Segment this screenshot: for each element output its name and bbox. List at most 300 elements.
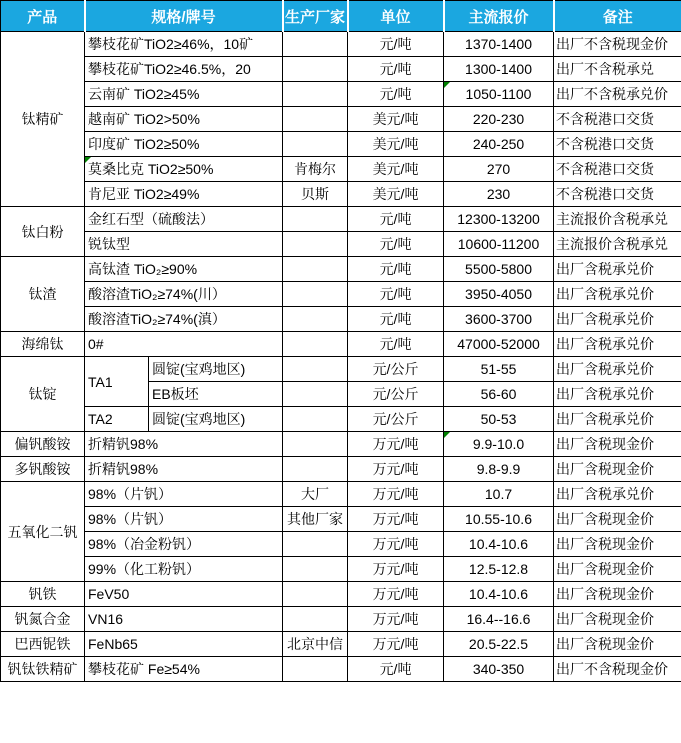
price-cell (444, 282, 554, 307)
price-cell-text: 10.55-10.6 (465, 511, 532, 527)
note-cell-text: 主流报价含税承兑 (556, 236, 669, 252)
spec-cell (85, 107, 283, 132)
note-cell (554, 557, 681, 582)
product-cell-text: 钛白粉 (21, 223, 64, 240)
product-cell-text: 多钒酸铵 (14, 461, 71, 477)
note-cell (554, 57, 681, 82)
maker-cell-text: 贝斯 (301, 186, 330, 202)
note-cell (554, 482, 681, 507)
spec-cell (85, 582, 283, 607)
spec-cell-text: 云南矿 TiO2≥45% (88, 86, 200, 102)
maker-cell (283, 632, 348, 657)
spec-cell (85, 457, 283, 482)
table-row (1, 32, 681, 57)
spec-cell (85, 157, 283, 182)
table-row (1, 557, 681, 582)
unit-cell (348, 607, 444, 632)
note-cell (554, 257, 681, 282)
price-cell (444, 82, 554, 107)
price-cell (444, 657, 554, 682)
grade-cell (85, 407, 149, 432)
table-row (1, 582, 681, 607)
spec-cell-text: 98%（片钒） (88, 511, 173, 527)
unit-cell (348, 582, 444, 607)
note-cell (554, 157, 681, 182)
maker-cell (283, 282, 348, 307)
price-cell-text: 50-53 (480, 411, 517, 427)
spec-cell-text: 攀枝花矿TiO2≥46.5%，20 (88, 61, 251, 77)
unit-cell-text: 元/吨 (379, 261, 412, 277)
price-cell-text: 340-350 (472, 661, 525, 677)
price-cell-text: 12.5-12.8 (468, 561, 529, 577)
product-cell-text: 五氧化二钒 (7, 523, 78, 540)
spec-cell-text: 越南矿 TiO2>50% (88, 111, 200, 127)
maker-cell (283, 157, 348, 182)
grade-cell-text: TA1 (88, 373, 113, 390)
note-cell-text: 出厂含税承兑价 (556, 311, 655, 327)
price-cell-text: 9.8-9.9 (476, 461, 521, 477)
product-cell (1, 657, 85, 682)
maker-cell (283, 407, 348, 432)
table-row (1, 407, 681, 432)
spec-cell (149, 382, 283, 407)
table-row (1, 157, 681, 182)
unit-cell-text: 万元/吨 (372, 561, 419, 577)
unit-cell-text: 元/公斤 (372, 386, 419, 402)
unit-cell-text: 万元/吨 (372, 436, 419, 452)
price-cell (444, 257, 554, 282)
note-cell (554, 657, 681, 682)
spec-cell (85, 132, 283, 157)
table-row (1, 182, 681, 207)
spec-cell-text: EB板坯 (152, 386, 199, 402)
product-cell (1, 32, 85, 207)
product-cell (1, 457, 85, 482)
note-cell (554, 532, 681, 557)
price-cell (444, 307, 554, 332)
price-cell (444, 332, 554, 357)
note-cell (554, 207, 681, 232)
table-row (1, 357, 681, 382)
unit-cell-text: 万元/吨 (372, 611, 419, 627)
spec-cell-text: 酸溶渣TiO₂≥74%(川） (88, 286, 226, 302)
price-cell (444, 57, 554, 82)
spec-cell-text: 98%（片钒） (88, 486, 173, 502)
spec-cell (85, 632, 283, 657)
price-cell-text: 1050-1100 (465, 86, 532, 102)
note-cell-text: 出厂含税现金价 (556, 436, 655, 452)
price-cell (444, 532, 554, 557)
maker-cell (283, 332, 348, 357)
spec-cell (85, 557, 283, 582)
unit-cell-text: 元/公斤 (372, 361, 419, 377)
note-cell (554, 132, 681, 157)
product-cell (1, 582, 85, 607)
price-cell-text: 3600-3700 (465, 311, 532, 327)
unit-cell-text: 万元/吨 (372, 486, 419, 502)
price-cell-text: 47000-52000 (457, 336, 540, 352)
header-spec: 规格/牌号 (85, 1, 283, 32)
spec-cell (85, 507, 283, 532)
price-cell (444, 207, 554, 232)
price-cell-text: 20.5-22.5 (468, 636, 529, 652)
unit-cell (348, 157, 444, 182)
table-row (1, 207, 681, 232)
product-cell (1, 207, 85, 257)
unit-cell (348, 332, 444, 357)
unit-cell-text: 万元/吨 (372, 536, 419, 552)
spec-cell-text: 圆锭(宝鸡地区) (152, 361, 246, 377)
price-cell-text: 10600-11200 (457, 236, 540, 252)
header-product: 产品 (1, 1, 85, 32)
maker-cell (283, 257, 348, 282)
note-cell-text: 出厂含税现金价 (556, 636, 655, 652)
unit-cell-text: 元/吨 (379, 36, 412, 52)
note-cell-text: 出厂不含税承兑价 (556, 86, 669, 102)
note-cell-text: 出厂含税现金价 (556, 586, 655, 602)
cell-comment-flag-icon (444, 82, 450, 88)
maker-cell (283, 232, 348, 257)
maker-cell (283, 182, 348, 207)
table-row (1, 82, 681, 107)
price-cell-text: 9.9-10.0 (472, 436, 525, 452)
spec-cell (85, 82, 283, 107)
unit-cell-text: 元/吨 (379, 336, 412, 352)
unit-cell (348, 457, 444, 482)
spec-cell (85, 532, 283, 557)
price-cell (444, 632, 554, 657)
price-cell (444, 607, 554, 632)
spec-cell (85, 257, 283, 282)
unit-cell (348, 357, 444, 382)
price-cell (444, 457, 554, 482)
unit-cell (348, 82, 444, 107)
spec-cell-text: 肯尼亚 TiO2≥49% (88, 186, 200, 202)
table-row (1, 307, 681, 332)
price-cell-text: 240-250 (472, 136, 525, 152)
spec-cell-text: 攀枝花矿TiO2≥46%，10矿 (88, 36, 254, 52)
unit-cell-text: 元/吨 (379, 236, 412, 252)
price-cell (444, 182, 554, 207)
product-cell-text: 海绵钛 (21, 336, 64, 352)
note-cell (554, 457, 681, 482)
unit-cell (348, 207, 444, 232)
spec-cell (85, 282, 283, 307)
spec-cell (85, 657, 283, 682)
grade-cell-text: TA2 (88, 411, 113, 427)
maker-cell (283, 57, 348, 82)
unit-cell (348, 132, 444, 157)
note-cell-text: 不含税港口交货 (556, 111, 655, 127)
maker-cell (283, 582, 348, 607)
product-cell (1, 632, 85, 657)
unit-cell (348, 407, 444, 432)
note-cell (554, 432, 681, 457)
price-cell (444, 232, 554, 257)
table-row (1, 432, 681, 457)
table-header (1, 1, 681, 32)
unit-cell (348, 632, 444, 657)
spec-cell-text: 印度矿 TiO2≥50% (88, 136, 200, 152)
unit-cell (348, 507, 444, 532)
unit-cell (348, 482, 444, 507)
price-cell (444, 557, 554, 582)
spec-cell-text: FeNb65 (88, 636, 138, 652)
table-row (1, 532, 681, 557)
note-cell (554, 307, 681, 332)
unit-cell (348, 657, 444, 682)
unit-cell (348, 232, 444, 257)
table-row (1, 57, 681, 82)
header-note: 备注 (554, 1, 681, 32)
note-cell-text: 出厂含税承兑价 (556, 361, 655, 377)
unit-cell-text: 美元/吨 (372, 136, 419, 152)
note-cell-text: 出厂含税承兑价 (556, 486, 655, 502)
table-row (1, 257, 681, 282)
spec-cell-text: 锐钛型 (88, 236, 130, 252)
price-cell-text: 3950-4050 (465, 286, 532, 302)
spec-cell-text: 0# (88, 336, 104, 352)
spec-cell (85, 432, 283, 457)
header-unit: 单位 (348, 1, 444, 32)
maker-cell-text: 肯梅尔 (294, 161, 337, 177)
note-cell-text: 出厂含税现金价 (556, 536, 655, 552)
unit-cell (348, 382, 444, 407)
price-cell (444, 157, 554, 182)
price-cell-text: 220-230 (472, 111, 525, 127)
spec-cell (85, 232, 283, 257)
unit-cell-text: 元/吨 (379, 311, 412, 327)
note-cell (554, 232, 681, 257)
price-cell (444, 482, 554, 507)
product-cell (1, 482, 85, 582)
unit-cell-text: 元/吨 (379, 286, 412, 302)
maker-cell (283, 382, 348, 407)
price-cell (444, 382, 554, 407)
table-row (1, 507, 681, 532)
maker-cell (283, 357, 348, 382)
product-cell (1, 607, 85, 632)
header-price: 主流报价 (444, 1, 554, 32)
product-cell-text: 巴西铌铁 (14, 636, 71, 652)
price-cell (444, 432, 554, 457)
note-cell (554, 582, 681, 607)
maker-cell (283, 32, 348, 57)
unit-cell (348, 282, 444, 307)
price-cell-text: 12300-13200 (457, 211, 540, 227)
spec-cell (85, 57, 283, 82)
note-cell-text: 出厂含税承兑价 (556, 411, 655, 427)
maker-cell (283, 532, 348, 557)
maker-cell (283, 132, 348, 157)
price-cell (444, 357, 554, 382)
spec-cell-text: 折精钒98% (88, 461, 159, 477)
spec-cell (85, 182, 283, 207)
price-cell (444, 132, 554, 157)
product-cell-text: 钒铁 (28, 586, 57, 602)
spec-cell-text: 金红石型（硫酸法） (88, 211, 214, 227)
unit-cell (348, 532, 444, 557)
note-cell (554, 607, 681, 632)
spec-cell (85, 32, 283, 57)
spec-cell-text: 酸溶渣TiO₂≥74%(滇） (88, 311, 226, 327)
header-row (1, 1, 681, 32)
maker-cell-text: 其他厂家 (287, 511, 344, 527)
product-cell-text: 钛渣 (28, 286, 57, 302)
maker-cell (283, 82, 348, 107)
note-cell (554, 332, 681, 357)
product-cell (1, 357, 85, 432)
price-cell-text: 1300-1400 (465, 61, 532, 77)
unit-cell-text: 元/吨 (379, 61, 412, 77)
price-cell-text: 5500-5800 (465, 261, 532, 277)
table-row (1, 132, 681, 157)
spec-cell-text: 高钛渣 TiO₂≥90% (88, 261, 198, 277)
note-cell (554, 507, 681, 532)
maker-cell (283, 207, 348, 232)
spec-cell (85, 482, 283, 507)
cell-comment-flag-icon (85, 157, 91, 163)
unit-cell (348, 107, 444, 132)
table-row (1, 107, 681, 132)
note-cell-text: 出厂不含税现金价 (556, 36, 669, 52)
product-cell (1, 432, 85, 457)
unit-cell-text: 万元/吨 (372, 461, 419, 477)
product-cell-text: 偏钒酸铵 (14, 436, 71, 452)
maker-cell (283, 507, 348, 532)
note-cell (554, 282, 681, 307)
maker-cell (283, 432, 348, 457)
spec-cell-text: VN16 (88, 611, 124, 627)
price-table-body (1, 32, 681, 682)
note-cell-text: 不含税港口交货 (556, 161, 655, 177)
price-cell-text: 230 (486, 186, 511, 202)
price-cell (444, 507, 554, 532)
note-cell-text: 不含税港口交货 (556, 136, 655, 152)
note-cell-text: 出厂不含税承兑 (556, 61, 655, 77)
maker-cell (283, 307, 348, 332)
price-cell-text: 10.4-10.6 (468, 536, 529, 552)
table-row (1, 632, 681, 657)
maker-cell (283, 107, 348, 132)
table-row (1, 332, 681, 357)
maker-cell (283, 482, 348, 507)
spec-cell (149, 357, 283, 382)
spec-cell-text: FeV50 (88, 586, 130, 602)
spec-cell-text: 莫桑比克 TiO2≥50% (88, 161, 214, 177)
header-maker: 生产厂家 (283, 1, 348, 32)
note-cell-text: 出厂含税承兑价 (556, 286, 655, 302)
unit-cell (348, 32, 444, 57)
table-row (1, 457, 681, 482)
product-cell-text: 钒钛铁精矿 (7, 661, 78, 677)
note-cell-text: 出厂含税现金价 (556, 461, 655, 477)
product-cell (1, 257, 85, 332)
price-cell (444, 582, 554, 607)
table-row (1, 657, 681, 682)
spec-cell-text: 攀枝花矿 Fe≥54% (88, 661, 200, 677)
maker-cell-text: 大厂 (301, 486, 330, 502)
note-cell-text: 出厂不含税现金价 (556, 661, 669, 677)
unit-cell (348, 557, 444, 582)
note-cell-text: 出厂含税现金价 (556, 611, 655, 627)
price-cell-text: 10.7 (484, 486, 513, 502)
spec-cell (85, 607, 283, 632)
maker-cell-text: 北京中信 (287, 636, 344, 652)
price-cell-text: 10.4-10.6 (468, 586, 529, 602)
unit-cell (348, 57, 444, 82)
note-cell-text: 出厂含税现金价 (556, 561, 655, 577)
table-row (1, 282, 681, 307)
maker-cell (283, 657, 348, 682)
price-cell-text: 51-55 (480, 361, 517, 377)
note-cell-text: 主流报价含税承兑 (556, 211, 669, 227)
grade-cell (85, 357, 149, 407)
spec-cell-text: 99%（化工粉钒） (88, 561, 201, 577)
note-cell-text: 出厂含税承兑价 (556, 336, 655, 352)
price-cell (444, 32, 554, 57)
table-row (1, 232, 681, 257)
spec-cell (149, 407, 283, 432)
price-cell (444, 107, 554, 132)
unit-cell-text: 美元/吨 (372, 161, 419, 177)
unit-cell-text: 万元/吨 (372, 511, 419, 527)
spec-cell (85, 307, 283, 332)
cell-comment-flag-icon (444, 432, 450, 438)
unit-cell-text: 美元/吨 (372, 186, 419, 202)
price-cell-text: 16.4--16.6 (466, 611, 531, 627)
unit-cell-text: 元/吨 (379, 661, 412, 677)
unit-cell-text: 万元/吨 (372, 636, 419, 652)
unit-cell-text: 美元/吨 (372, 111, 419, 127)
note-cell (554, 357, 681, 382)
price-cell-text: 1370-1400 (465, 36, 532, 52)
price-cell (444, 407, 554, 432)
table-row (1, 482, 681, 507)
product-cell-text: 钒氮合金 (14, 611, 71, 627)
unit-cell-text: 元/吨 (379, 211, 412, 227)
note-cell (554, 632, 681, 657)
note-cell (554, 32, 681, 57)
note-cell (554, 382, 681, 407)
product-cell-text: 钛锭 (28, 386, 57, 402)
spec-cell-text: 折精钒98% (88, 436, 159, 452)
note-cell-text: 出厂含税现金价 (556, 511, 655, 527)
spec-cell-text: 圆锭(宝鸡地区) (152, 411, 246, 427)
unit-cell (348, 307, 444, 332)
note-cell (554, 107, 681, 132)
note-cell (554, 82, 681, 107)
price-cell-text: 270 (486, 161, 511, 177)
product-cell-text: 钛精矿 (21, 111, 64, 127)
unit-cell (348, 182, 444, 207)
note-cell-text: 不含税港口交货 (556, 186, 655, 202)
note-cell (554, 407, 681, 432)
note-cell (554, 182, 681, 207)
note-cell-text: 出厂含税承兑价 (556, 386, 655, 402)
maker-cell (283, 557, 348, 582)
unit-cell-text: 万元/吨 (372, 586, 419, 602)
table-row (1, 607, 681, 632)
price-cell-text: 56-60 (480, 386, 517, 402)
maker-cell (283, 457, 348, 482)
unit-cell (348, 432, 444, 457)
unit-cell-text: 元/公斤 (372, 411, 419, 427)
unit-cell-text: 元/吨 (379, 86, 412, 102)
spec-cell (85, 332, 283, 357)
maker-cell (283, 607, 348, 632)
product-cell (1, 332, 85, 357)
